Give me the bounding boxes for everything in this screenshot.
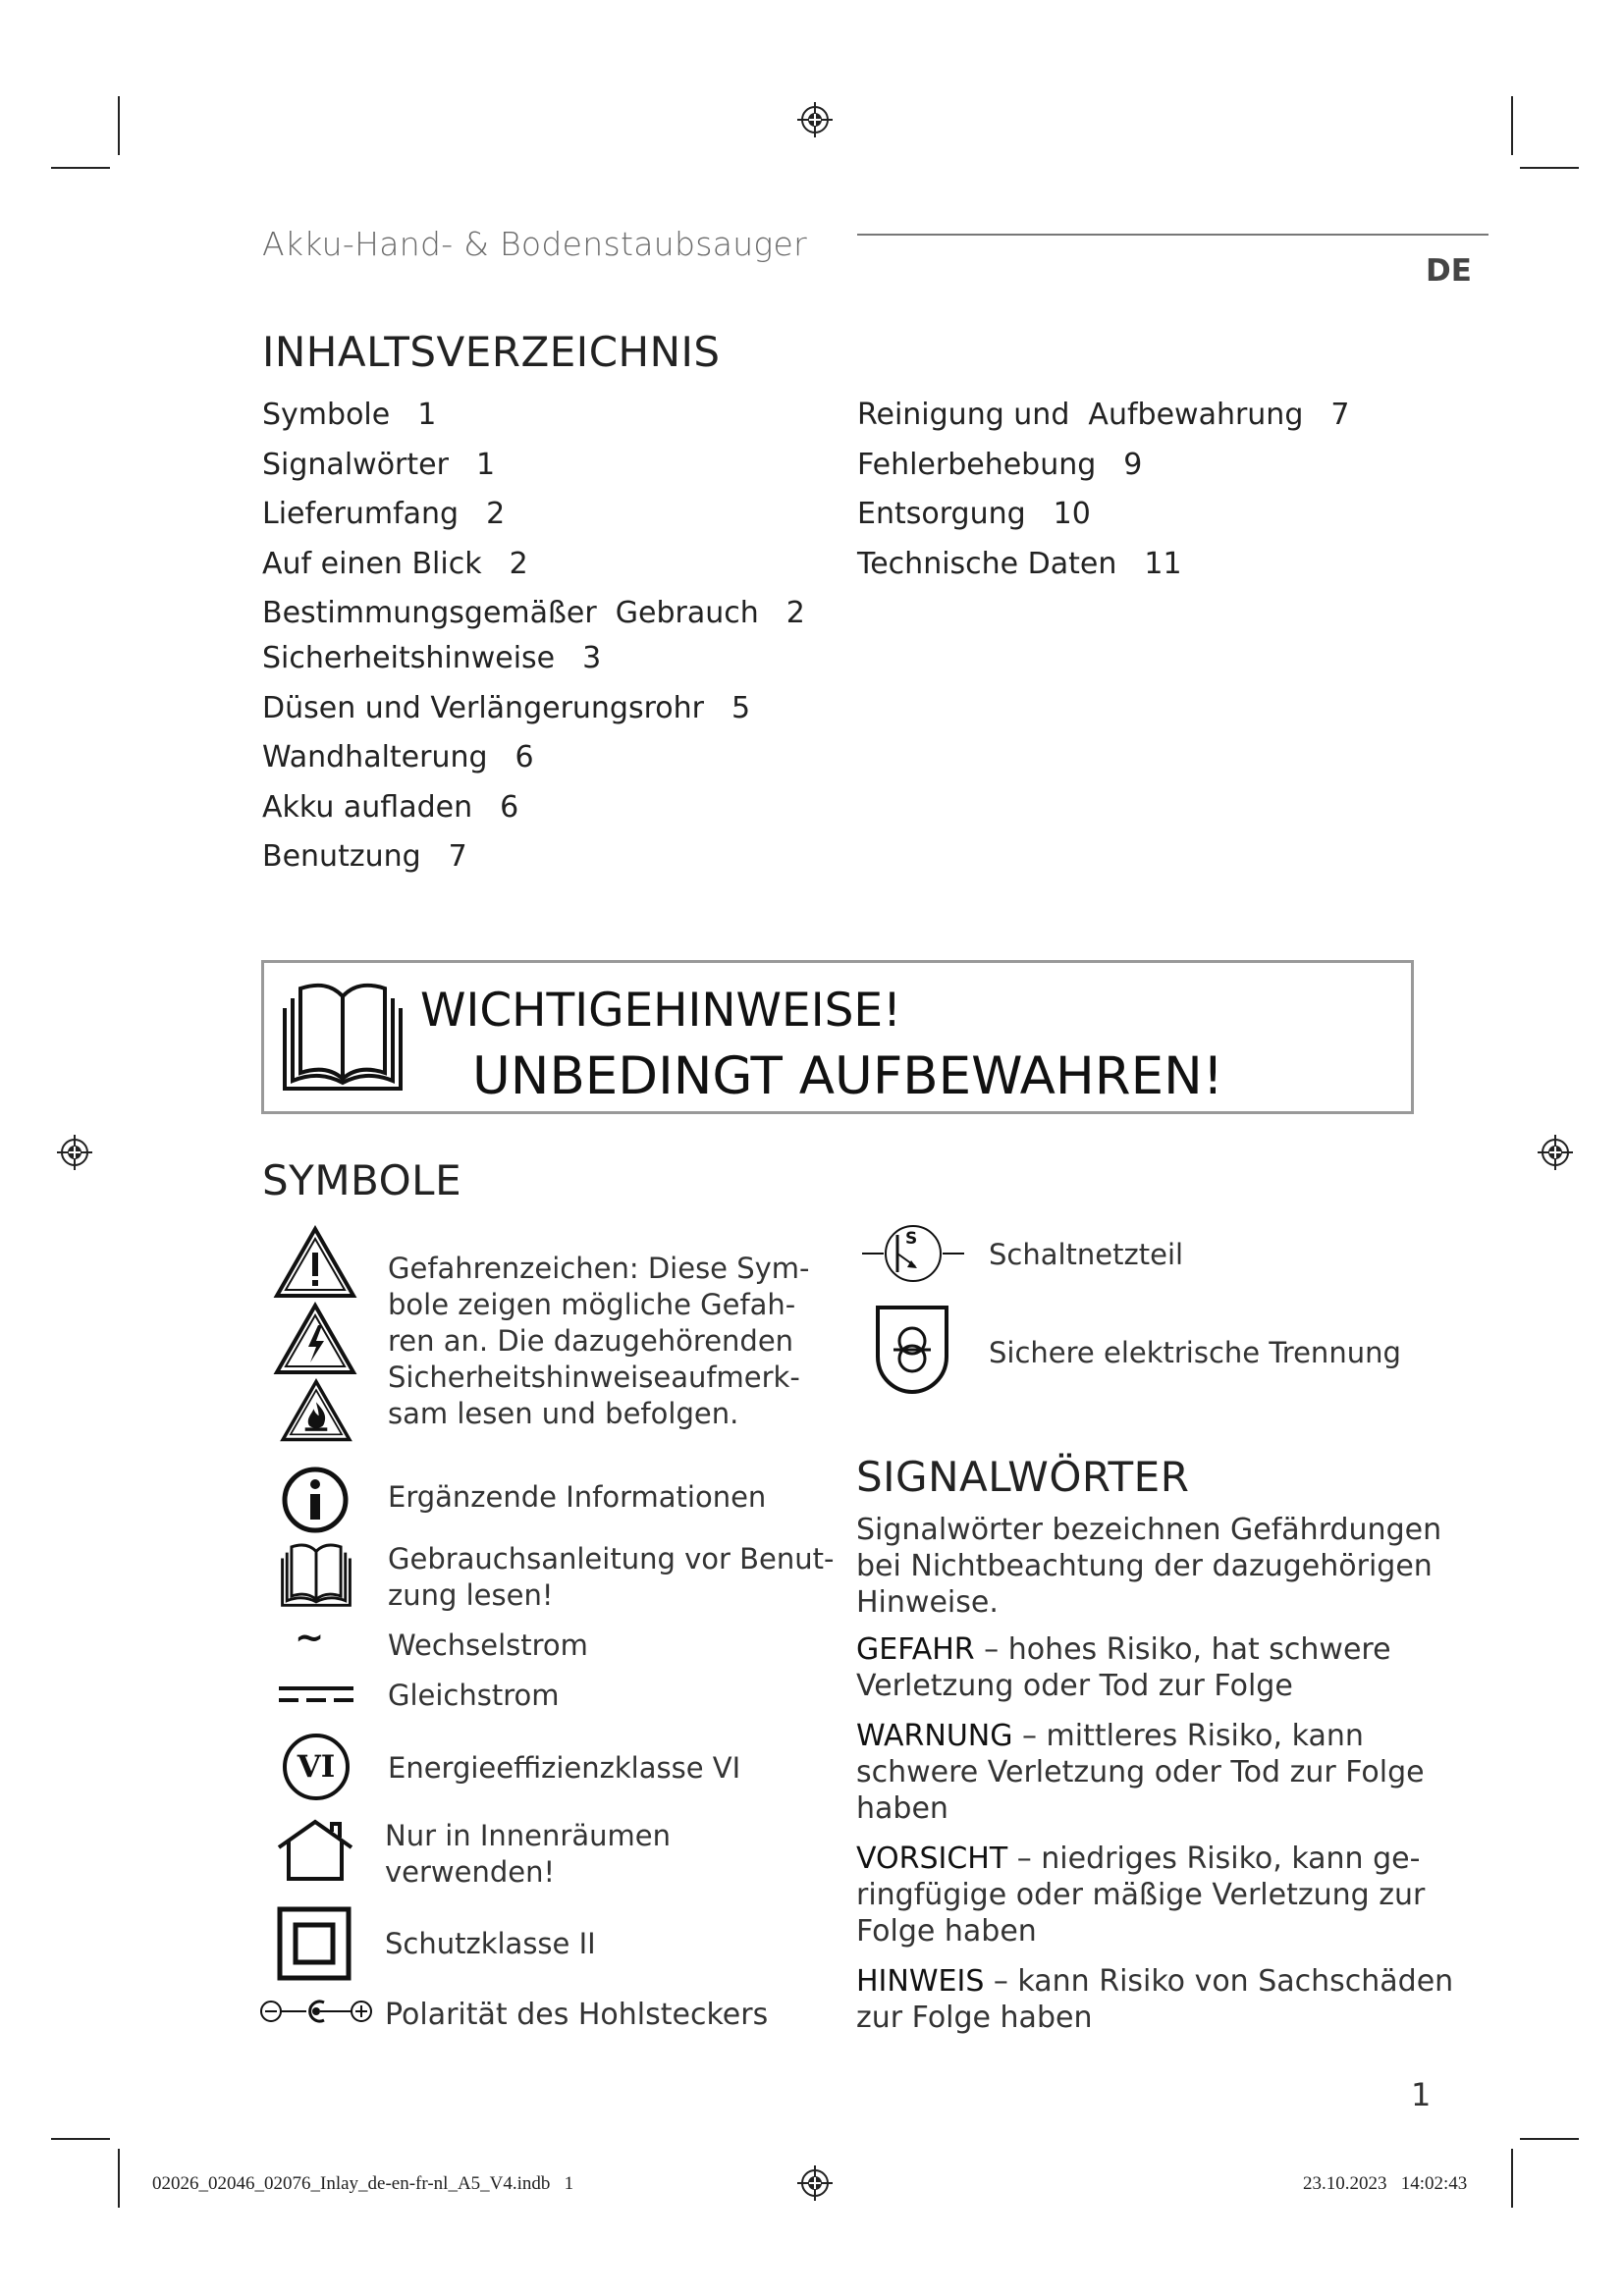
toc-item-label: Reinigung und Aufbewahrung <box>857 398 1304 432</box>
dc-description: Gleichstrom <box>388 1679 560 1712</box>
registration-mark-icon <box>797 102 833 137</box>
toc-item[interactable] <box>857 391 1349 441</box>
symbols-heading: SYMBOLE <box>262 1156 462 1204</box>
crop-mark <box>1520 167 1579 169</box>
toc-item-page: 7 <box>448 839 467 874</box>
toc-item-page: 11 <box>1144 546 1182 581</box>
isolation-description: Sichere elektrische Trennung <box>989 1336 1401 1369</box>
toc-item[interactable] <box>262 733 805 783</box>
toc-item-page: 9 <box>1123 447 1143 482</box>
crop-mark <box>118 96 120 155</box>
toc-item[interactable] <box>262 391 805 441</box>
toc-heading: INHALTSVERZEICHNIS <box>262 328 721 376</box>
toc-item-label: Symbole <box>262 398 391 432</box>
notice-line-2: UNBEDINGT AUFBEWAHREN! <box>472 1046 1223 1106</box>
toc-item[interactable] <box>262 684 805 734</box>
alternating-current-icon: ~ <box>295 1618 325 1658</box>
fire-hazard-icon <box>279 1378 353 1443</box>
toc-item[interactable] <box>857 441 1349 491</box>
energy-description: Energieeffizienzklasse VI <box>388 1751 741 1785</box>
notice-line-1: WICHTIGEHINWEISE! <box>420 984 901 1038</box>
toc-item[interactable] <box>262 441 805 491</box>
toc-item-label: Auf einen Blick <box>262 546 482 581</box>
registration-mark-icon <box>57 1135 92 1170</box>
signal-words-heading: SIGNALWÖRTER <box>856 1453 1190 1501</box>
hazard-description: Gefahrenzeichen: Diese Sym- bole zeigen mögliche Gefah- ren an. Die dazugehörenden Sicherheitshinweiseaufmerk- sam lesen und befolgen. <box>388 1252 810 1430</box>
electric-hazard-icon <box>273 1302 357 1376</box>
signal-word: WARNUNG <box>856 1719 1013 1753</box>
language-code: DE <box>1426 253 1472 289</box>
toc-item-label: Düsen und Verlängerungsrohr <box>262 690 704 725</box>
toc-item-label: Entsorgung <box>857 497 1026 531</box>
toc-item-page: 2 <box>785 596 805 630</box>
document-title: Akku-Hand- & Bodenstaubsauger <box>262 225 808 263</box>
toc-item-page: 10 <box>1053 497 1091 531</box>
toc-item-page: 1 <box>475 447 496 482</box>
info-icon <box>281 1466 350 1534</box>
polarity-icon <box>259 1999 373 2024</box>
protection-class-2-icon <box>277 1906 352 1981</box>
toc-item[interactable] <box>262 589 805 634</box>
toc-item-label: Sicherheitshinweise <box>262 641 556 675</box>
safety-isolating-transformer-icon <box>874 1304 950 1396</box>
toc-item-label: Bestimmungsgemäßer Gebrauch <box>262 596 759 630</box>
toc-item-page: 6 <box>514 740 534 774</box>
ac-description: Wechselstrom <box>388 1629 588 1662</box>
toc-item-label: Technische Daten <box>857 546 1117 581</box>
manual-description: Gebrauchsanleitung vor Benut- zung lesen! <box>388 1542 835 1612</box>
indoor-description: Nur in Innenräumen verwenden! <box>385 1819 671 1889</box>
toc-item-page: 6 <box>500 789 519 825</box>
toc-item-label: Lieferumfang <box>262 497 460 531</box>
crop-mark <box>1511 96 1513 155</box>
signal-item-danger: GEFAHR – hohes Risiko, hat schwere Verletzung oder Tod zur Folge <box>856 1632 1391 1703</box>
signal-word: GEFAHR <box>856 1632 975 1667</box>
footer-datetime: 23.10.2023 14:02:43 <box>1303 2173 1468 2194</box>
signal-item-warning: WARNUNG – mittleres Risiko, kann schwere Verletzung oder Tod zur Folge haben <box>856 1719 1425 1826</box>
toc-item[interactable] <box>262 634 805 684</box>
toc-right-column <box>857 391 1349 589</box>
info-description: Ergänzende Informationen <box>388 1480 767 1514</box>
toc-item[interactable] <box>857 490 1349 540</box>
manual-book-icon <box>279 979 406 1096</box>
toc-item[interactable] <box>857 540 1349 590</box>
smps-badge: S <box>905 1229 918 1249</box>
energy-class-icon <box>283 1734 350 1800</box>
toc-item-page: 3 <box>582 641 602 675</box>
toc-item-label: Fehlerbehebung <box>857 447 1097 482</box>
direct-current-icon <box>279 1684 353 1704</box>
warning-triangle-icon <box>273 1225 357 1300</box>
toc-left-column <box>262 391 805 882</box>
registration-mark-icon <box>797 2165 833 2201</box>
smps-description: Schaltnetzteil <box>989 1238 1184 1271</box>
read-manual-icon <box>275 1541 357 1610</box>
signal-intro: Signalwörter bezeichnen Gefährdungen bei Nichtbeachtung der dazugehörigen Hinweise. <box>856 1513 1442 1620</box>
signal-item-notice: HINWEIS – kann Risiko von Sachschäden zur Folge haben <box>856 1964 1454 2035</box>
energy-class-badge: VI <box>297 1749 336 1785</box>
toc-item-label: Signalwörter <box>262 447 449 482</box>
registration-mark-icon <box>1538 1135 1573 1170</box>
toc-item-label: Wandhalterung <box>262 740 488 774</box>
crop-mark <box>51 167 110 169</box>
signal-word: VORSICHT <box>856 1842 1008 1876</box>
indoor-use-icon <box>275 1818 355 1883</box>
footer-file-name: 02026_02046_02076_Inlay_de-en-fr-nl_A5_V4.indb 1 <box>152 2173 574 2194</box>
toc-item-page: 2 <box>509 546 528 581</box>
crop-mark <box>118 2149 120 2208</box>
crop-mark <box>1511 2149 1513 2208</box>
crop-mark <box>1520 2138 1579 2140</box>
toc-item-page: 1 <box>417 398 437 432</box>
page-number: 1 <box>1411 2076 1432 2113</box>
signal-item-caution: VORSICHT – niedriges Risiko, kann ge- ringfügige oder mäßige Verletzung zur Folge haben <box>856 1842 1426 1949</box>
toc-item[interactable] <box>262 540 805 590</box>
crop-mark <box>51 2138 110 2140</box>
toc-item-label: Benutzung <box>262 839 421 874</box>
toc-item-page: 2 <box>486 497 506 531</box>
header-rule <box>857 234 1489 236</box>
toc-item[interactable] <box>262 832 805 882</box>
toc-item[interactable] <box>262 490 805 540</box>
toc-item-label: Akku aufladen <box>262 789 473 825</box>
toc-item[interactable] <box>262 783 805 833</box>
signal-word: HINWEIS <box>856 1964 985 1999</box>
class2-description: Schutzklasse II <box>385 1927 596 1960</box>
toc-item-page: 5 <box>731 690 751 725</box>
polarity-description: Polarität des Hohlsteckers <box>385 1998 769 2032</box>
toc-item-page: 7 <box>1330 398 1350 432</box>
